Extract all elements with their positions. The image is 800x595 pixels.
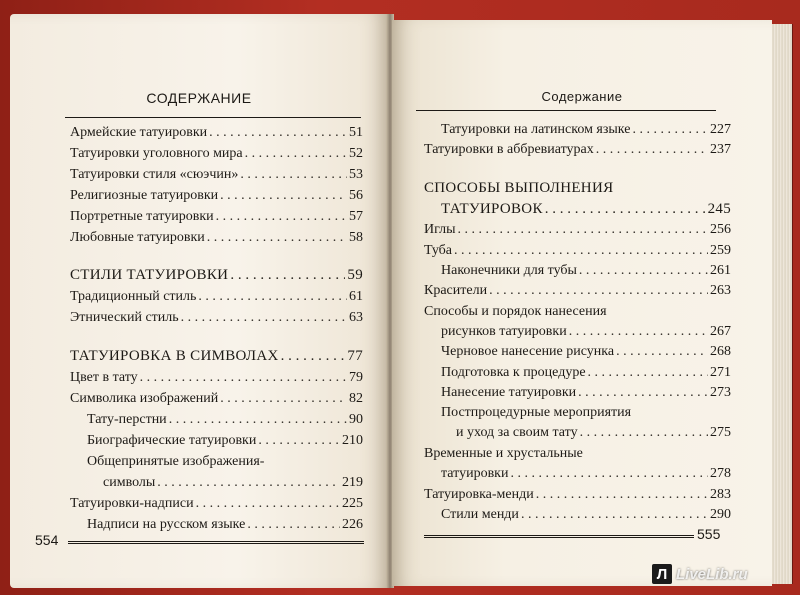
leader-dots [245,145,347,163]
leader-dots [588,364,708,382]
toc-entry-continuation[interactable]: татуировки . . . 278 [441,465,731,483]
watermark-text: LiveLib.ru [676,565,748,583]
toc-entry[interactable]: Черновое нанесение рисунка . . . 268 [441,343,731,361]
toc-entry[interactable]: Татуировка-менди . . . 283 [424,486,731,504]
leader-dots [240,166,347,184]
leader-dots [521,506,708,524]
leader-dots [140,369,347,387]
toc-entry-continuation[interactable]: и уход за своим тату . . . 275 [456,424,731,442]
leader-dots [207,229,347,247]
toc-entry[interactable]: Красители . . . 263 [424,282,731,300]
leader-dots [157,474,340,492]
livelib-logo-icon: Л [652,564,672,584]
toc-entry[interactable]: Традиционный стиль . . . 61 [70,288,363,306]
leader-dots [169,411,347,429]
toc-entry[interactable]: Биографические татуировки . . . 210 [87,432,363,450]
toc-entry[interactable]: Стили менди . . . 290 [441,506,731,524]
right-header-rule [416,110,716,111]
leader-dots [510,465,708,483]
leader-dots [545,200,706,218]
toc-entry-continuation[interactable]: символы . . . 219 [103,474,363,492]
toc-entry[interactable]: Надписи на русском языке . . . 226 [87,516,363,534]
toc-section[interactable]: СТИЛИ ТАТУИРОВКИ . . . 59 [70,266,363,284]
page-edges [772,24,793,584]
toc-entry[interactable]: Портретные татуировки . . . 57 [70,208,363,226]
leader-dots [454,242,708,260]
toc-entry[interactable]: Этнический стиль . . . 63 [70,309,363,327]
leader-dots [181,309,347,327]
toc-entry-title[interactable]: Общепринятые изображения- [87,454,265,469]
leader-dots [489,282,708,300]
right-page-header: Содержание [541,89,623,104]
leader-dots [220,187,347,205]
toc-section-title[interactable]: СПОСОБЫ ВЫПОЛНЕНИЯ [424,180,614,196]
leader-dots [258,432,340,450]
leader-dots [569,323,708,341]
leader-dots [458,221,708,239]
toc-entry-title[interactable]: Временные и хрустальные [424,446,583,461]
toc-entry[interactable]: Татуировки-надписи . . . 225 [70,495,363,513]
leader-dots [579,262,708,280]
toc-entry-continuation[interactable]: рисунков татуировки . . . 267 [441,323,731,341]
leader-dots [616,343,708,361]
toc-entry[interactable]: Наконечники для тубы . . . 261 [441,262,731,280]
left-header-rule [65,117,361,118]
left-footer-rule [68,541,364,544]
right-page-number: 555 [697,526,721,542]
toc-entry[interactable]: Нанесение татуировки . . . 273 [441,384,731,402]
watermark [652,561,792,587]
toc-entry-title[interactable]: Постпроцедурные мероприятия [441,405,632,420]
right-footer-rule [424,535,694,538]
toc-section-continuation[interactable]: ТАТУИРОВОК . . . 245 [441,200,731,218]
leader-dots [216,208,347,226]
leader-dots [198,288,347,306]
toc-section[interactable]: ТАТУИРОВКА В СИМВОЛАХ . . . 77 [70,347,363,365]
toc-entry[interactable]: Цвет в тату . . . 79 [70,369,363,387]
left-page-number: 554 [35,532,59,548]
leader-dots [596,141,708,159]
leader-dots [230,266,345,284]
toc-entry[interactable]: Туба . . . 259 [424,242,731,260]
leader-dots [580,424,708,442]
leader-dots [536,486,708,504]
leader-dots [196,495,340,513]
toc-entry[interactable]: Татуировки на латинском языке . . . 227 [441,121,731,139]
left-page-header: СОДЕРЖАНИЕ [146,90,252,106]
toc-entry[interactable]: Иглы . . . 256 [424,221,731,239]
left-page [10,14,388,588]
leader-dots [578,384,708,402]
toc-entry[interactable]: Татуировки уголовного мира . . . 52 [70,145,363,163]
toc-entry[interactable]: Любовные татуировки . . . 58 [70,229,363,247]
leader-dots [220,390,347,408]
leader-dots [632,121,708,139]
toc-entry[interactable]: Армейские татуировки . . . 51 [70,124,363,142]
toc-entry[interactable]: Подготовка к процедуре . . . 271 [441,364,731,382]
toc-entry[interactable]: Татуировки в аббревиатурах . . . 237 [424,141,731,159]
right-page [392,20,772,586]
toc-entry[interactable]: Религиозные татуировки . . . 56 [70,187,363,205]
toc-entry[interactable]: Символика изображений . . . 82 [70,390,363,408]
toc-entry[interactable]: Тату-перстни . . . 90 [87,411,363,429]
leader-dots [281,347,346,365]
leader-dots [209,124,347,142]
toc-entry-title[interactable]: Способы и порядок нанесения [424,304,607,319]
leader-dots [247,516,340,534]
toc-entry[interactable]: Татуировки стиля «сюэчин» . . . 53 [70,166,363,184]
